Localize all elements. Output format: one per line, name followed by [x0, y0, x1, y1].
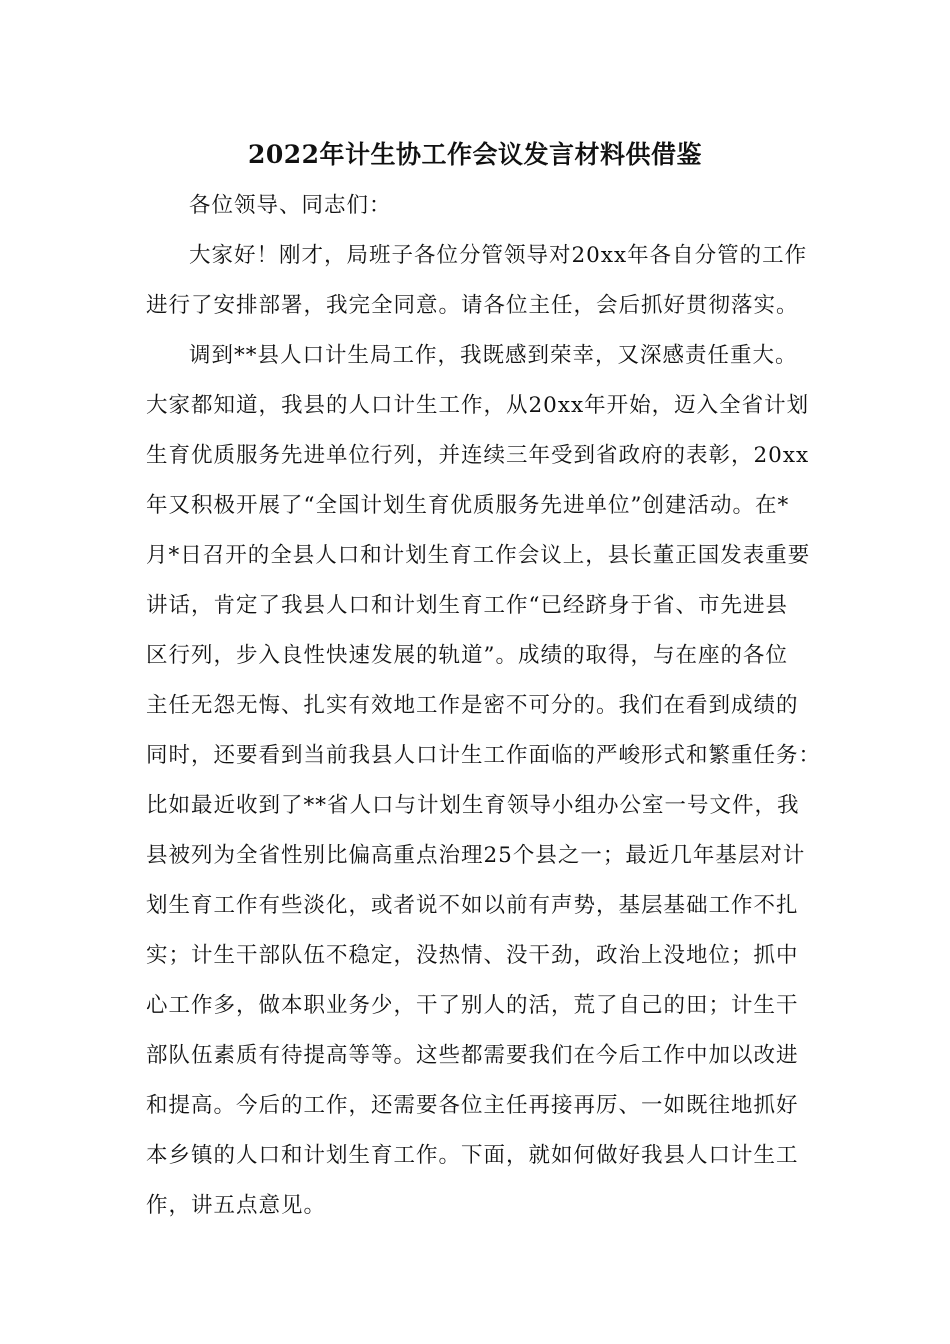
text-line: 月*日召开的全县人口和计划生育工作会议上，县长董正国发表重要 [146, 543, 811, 568]
text-line: 讲话，肯定了我县人口和计划生育工作“已经跻身于省、市先进县 [146, 593, 788, 618]
text-line: 区行列，步入良性快速发展的轨道”。成绩的取得，与在座的各位 [146, 643, 788, 668]
text-line: 大家都知道，我县的人口计生工作，从20xx年开始，迈入全省计划 [146, 393, 810, 418]
paragraph-2 [146, 331, 822, 1231]
text-line: 调到**县人口计生局工作，我既感到荣幸，又深感责任重大。 [189, 343, 798, 368]
text-line: 同时，还要看到当前我县人口计生工作面临的严峻形式和繁重任务： [146, 743, 822, 768]
document-body [146, 181, 822, 1231]
text-line: 进行了安排部署，我完全同意。请各位主任，会后抓好贯彻落实。 [146, 293, 799, 318]
text-line: 作，讲五点意见。 [146, 1193, 327, 1218]
text-line: 划生育工作有些淡化，或者说不如以前有声势，基层基础工作不扎 [146, 893, 799, 918]
paragraph-1 [146, 231, 806, 331]
text-line: 和提高。今后的工作，还需要各位主任再接再厉、一如既往地抓好 [146, 1093, 799, 1118]
text-line: 县被列为全省性别比偏高重点治理25个县之一；最近几年基层对计 [146, 843, 806, 868]
text-line: 生育优质服务先进单位行列，并连续三年受到省政府的表彰，20xx [146, 443, 810, 468]
text-line: 实；计生干部队伍不稳定，没热情、没干劲，政治上没地位；抓中 [146, 943, 799, 968]
text-line: 本乡镇的人口和计划生育工作。下面，就如何做好我县人口计生工 [146, 1143, 799, 1168]
text-line: 大家好！刚才，局班子各位分管领导对20xx年各自分管的工作 [189, 243, 808, 268]
document-title: 2022年计生协工作会议发言材料供借鉴 [247, 140, 703, 169]
text-line: 部队伍素质有待提高等等。这些都需要我们在今后工作中加以改进 [146, 1043, 799, 1068]
text-line: 心工作多，做本职业务少，干了别人的活，荒了自己的田；计生干 [146, 993, 799, 1018]
salutation: 各位领导、同志们： [189, 193, 392, 218]
text-line: 主任无怨无悔、扎实有效地工作是密不可分的。我们在看到成绩的 [146, 693, 799, 718]
text-line: 比如最近收到了**省人口与计划生育领导小组办公室一号文件，我 [146, 793, 800, 818]
text-line: 年又积极开展了“全国计划生育优质服务先进单位”创建活动。在* [146, 493, 790, 518]
